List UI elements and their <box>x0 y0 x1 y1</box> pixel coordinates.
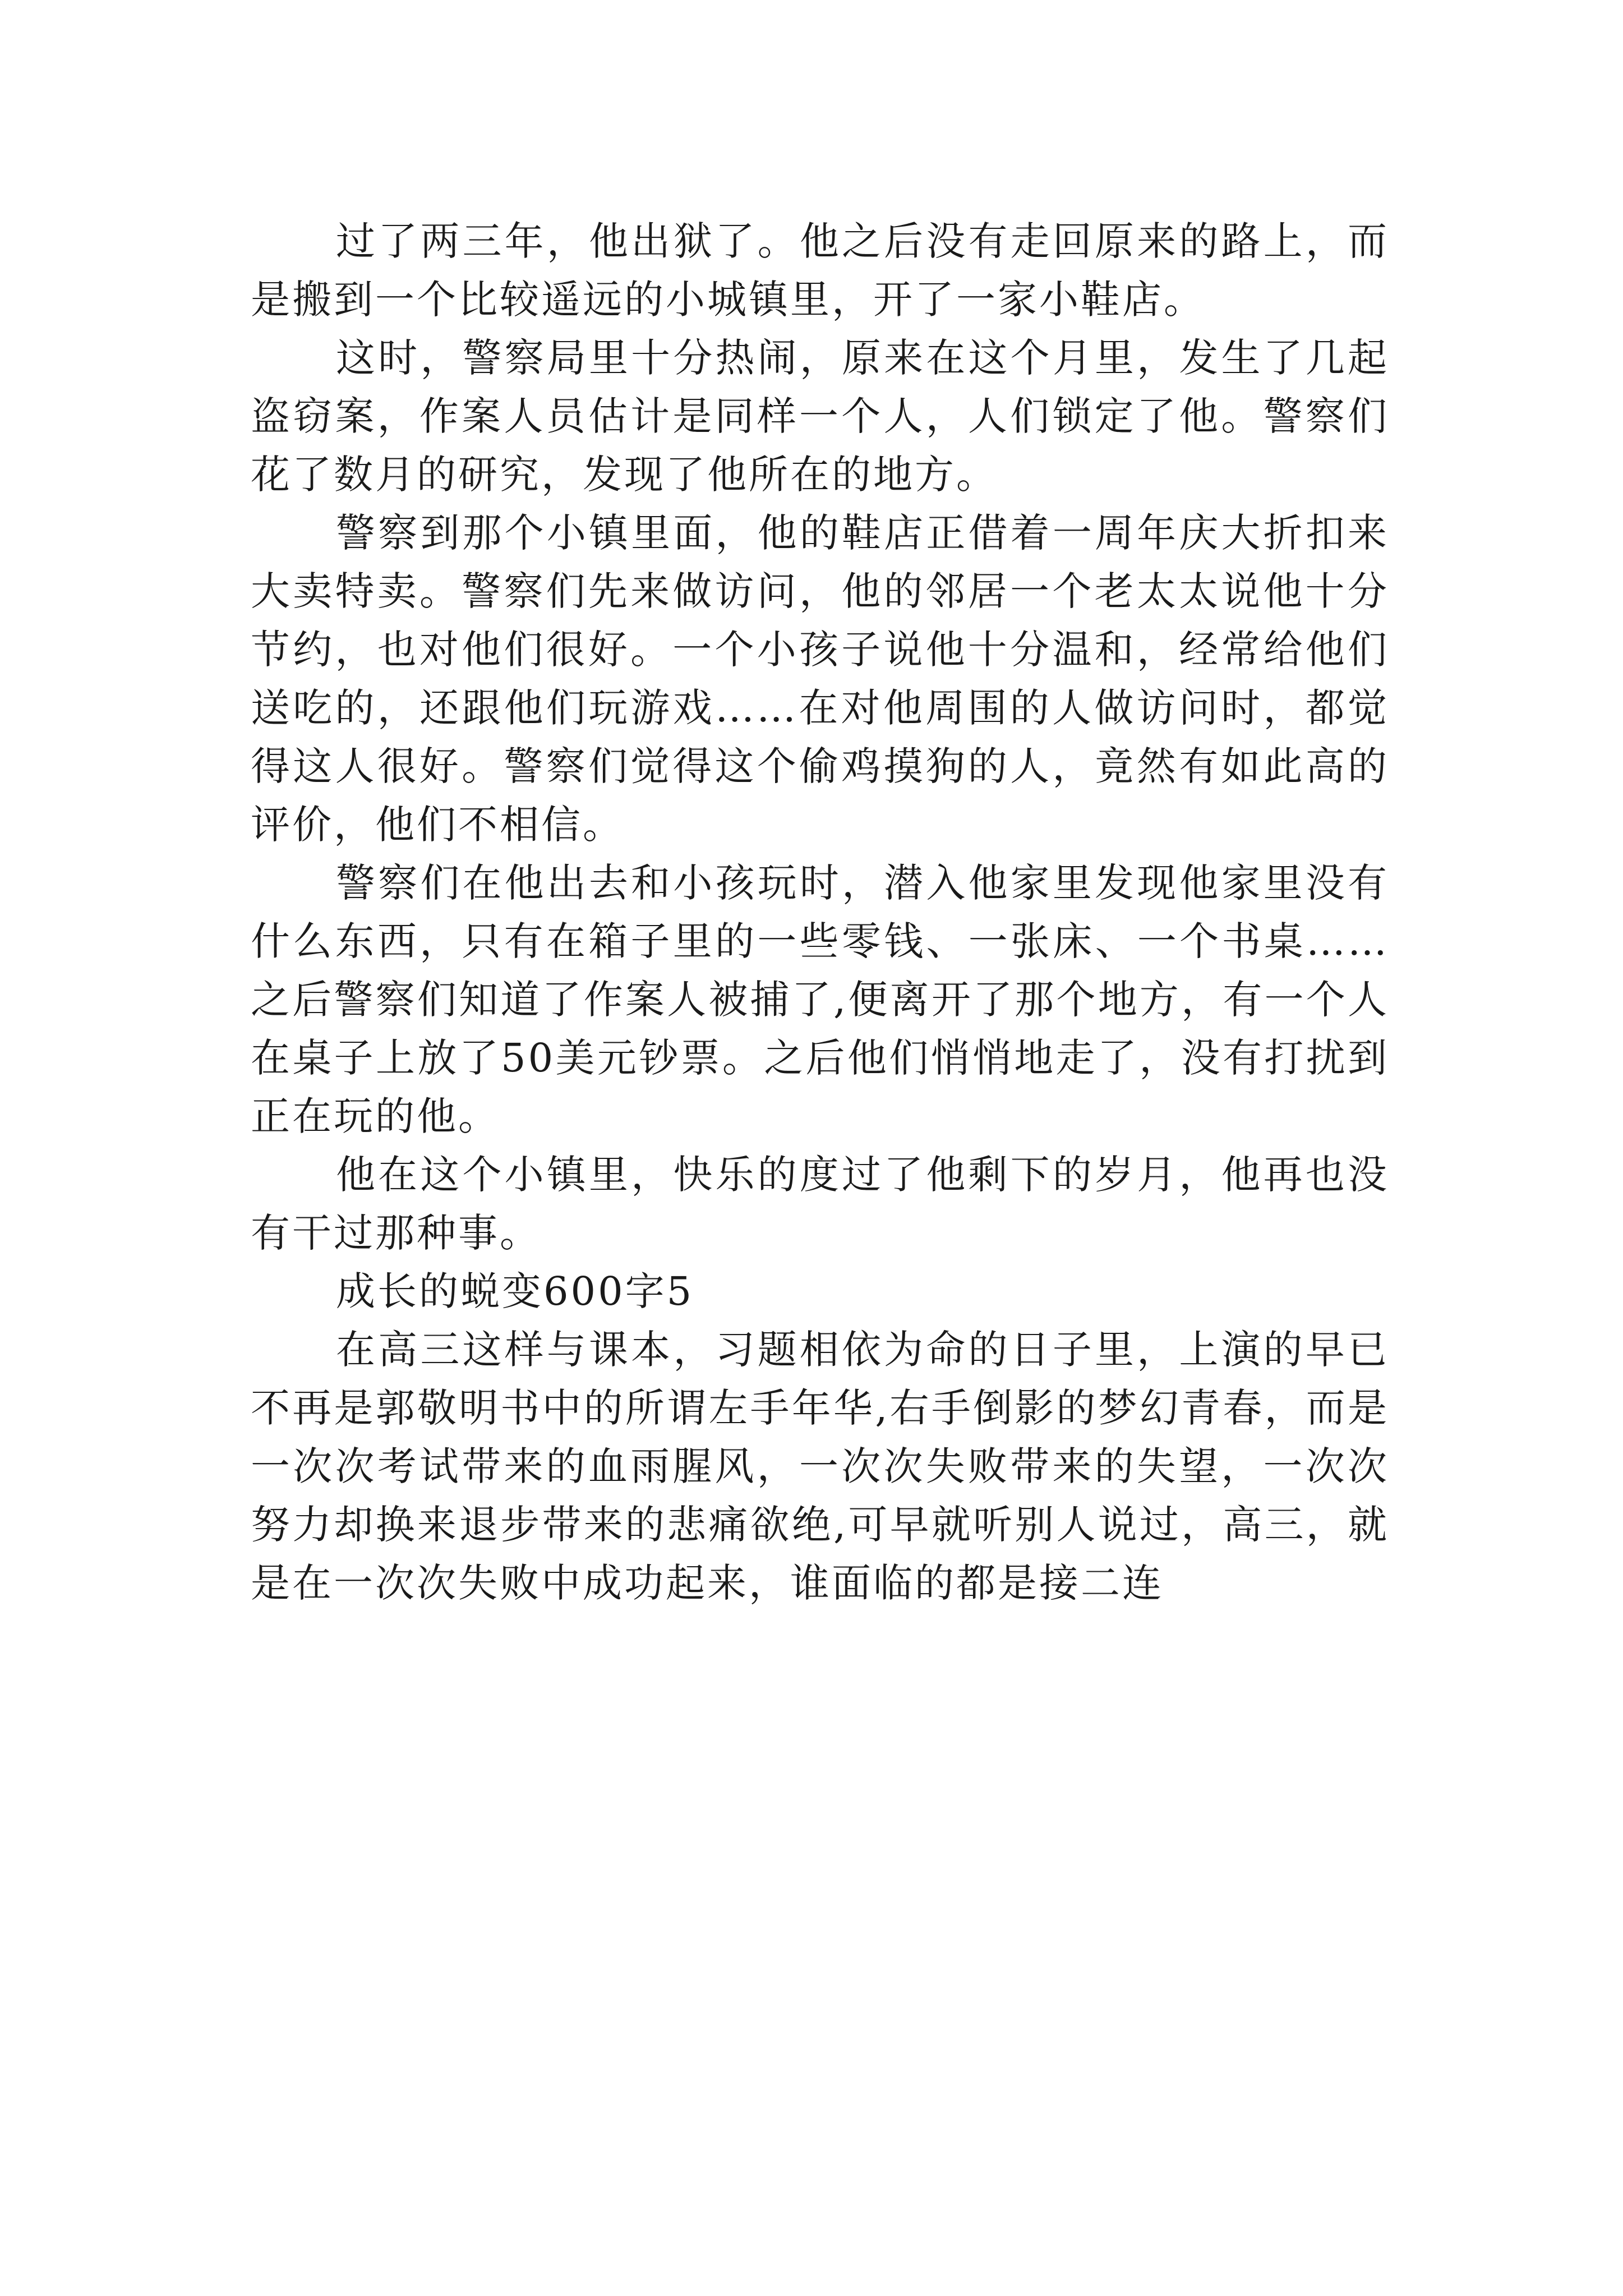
paragraph-police-station: 这时，警察局里十分热闹，原来在这个月里，发生了几起盗窃案，作案人员估计是同样一个人，人们锁定了他。警察们花了数月的研究，发现了他所在的地方。 <box>251 335 1389 498</box>
paragraph-shoe-shop-visit: 警察到那个小镇里面，他的鞋店正借着一周年庆大折扣来大卖特卖。警察们先来做访问，他的邻居一个老太太说他十分节约，也对他们很好。一个小孩子说他十分温和，经常给他们送吃的，还跟他们玩游戏……在对他周围的人做访问时，都觉得这人很好。警察们觉得这个偷鸡摸狗的人，竟然有如此高的评价，他们不相信。 <box>251 510 1389 848</box>
section-title: 成长的蜕变600字5 <box>336 1268 694 1314</box>
paragraph-house-search: 警察们在他出去和小孩玩时，潜入他家里发现他家里没有什么东西，只有在箱子里的一些零钱、一张床、一个书桌……之后警察们知道了作案人被捕了,便离开了那个地方，有一个人在桌子上放了50美元钞票。之后他们悄悄地走了，没有打扰到正在玩的他。 <box>251 860 1389 1139</box>
paragraph-release: 过了两三年，他出狱了。他之后没有走回原来的路上，而是搬到一个比较遥远的小城镇里，开了一家小鞋店。 <box>251 218 1389 323</box>
paragraph-senior-year: 在高三这样与课本，习题相依为命的日子里，上演的早已不再是郭敬明书中的所谓左手年华,右手倒影的梦幻青春，而是一次次考试带来的血雨腥风，一次次失败带来的失望，一次次努力却换来退步带来的悲痛欲绝,可早就听别人说过，高三，就是在一次次失败中成功起来，谁面临的都是接二连 <box>251 1327 1389 1606</box>
paragraph-ending: 他在这个小镇里，快乐的度过了他剩下的岁月，他再也没有干过那种事。 <box>251 1152 1389 1256</box>
document-body <box>251 212 1389 1612</box>
